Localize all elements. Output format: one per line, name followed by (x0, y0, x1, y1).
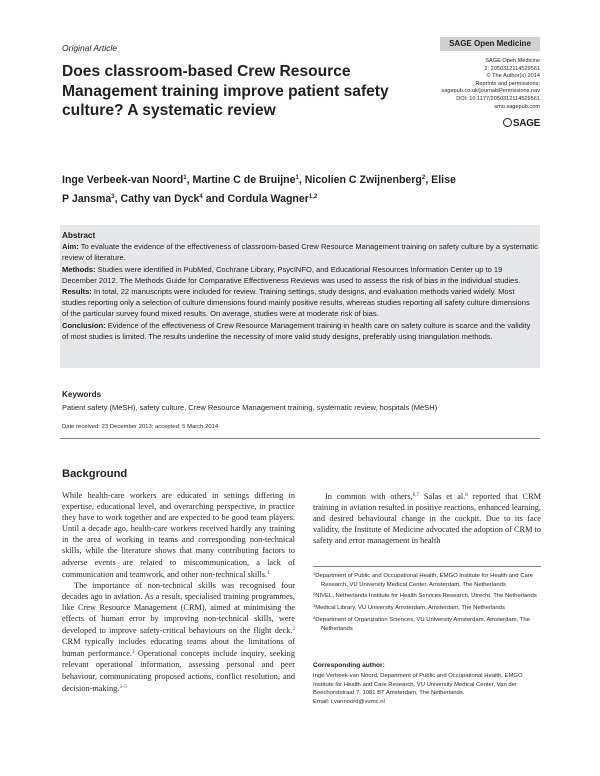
author-name: Inge Verbeek-van Noord (62, 174, 184, 186)
sage-logo (503, 118, 540, 129)
footnote-divider (313, 566, 541, 567)
pubinfo-copyright: © The Author(s) 2014 (486, 73, 540, 80)
body-text: CRM typically includes educating teams about the limitations of human performance. (62, 637, 295, 659)
citation-link[interactable]: 1 (267, 570, 270, 576)
abstract-conclusion (62, 320, 538, 342)
body-text: In common with others, (325, 492, 413, 501)
abstract-methods-text: Studies were identified in PubMed, Cochrane Library, PsycINFO, and Educational Resources Information Center up to 19 December 2012. The Methods Guide for Comparative Effectiveness Reviews was used to assess the risk of bias in the individual studies. (62, 264, 521, 285)
affiliation-mark: 1 (313, 571, 316, 576)
date-received: Date received: 23 December 2013; accepted: 5 March 2014 (62, 424, 219, 430)
abstract-methods (62, 264, 538, 286)
body-column-right (313, 490, 541, 546)
abstract-heading: Abstract (62, 231, 96, 240)
journal-badge: SAGE Open Medicine (440, 37, 540, 51)
background-heading: Background (62, 468, 128, 480)
abstract-methods-label: Methods: (62, 264, 96, 274)
body-paragraph (62, 490, 295, 580)
author-affiliation-mark: 4 (199, 194, 203, 200)
author-name: Martine C de Bruijne (192, 174, 296, 186)
corresponding-author-details (313, 672, 541, 706)
article-title: Does classroom-based Crew Resource Management training improve patient safety culture? A systematic review (62, 63, 389, 119)
affiliation-item (313, 614, 541, 633)
corresponding-author-heading: Corresponding author: (313, 662, 385, 669)
author-separator: , (186, 174, 193, 186)
affiliation-item (313, 590, 541, 601)
keywords-text: Patient safety (MeSH), safety culture, Crew Resource Management training, systematic review, hospitals (MeSH) (62, 403, 438, 412)
affiliation-mark: 4 (313, 614, 316, 620)
author-separator: , (114, 193, 121, 205)
affiliation-mark: 3 (313, 603, 316, 609)
abstract-results-text: In total, 22 manuscripts were included for review. Training settings, study designs, and evaluation methods varied widely. Most studies reporting only a selection of culture dimensions found mainly positive results, whereas studies reporting all safety culture dimensions of the particular survey found mixed results. On average, studies were at moderate risk of bias. (62, 287, 530, 319)
section-divider (60, 438, 540, 439)
author-affiliation-mark: 1,2 (308, 194, 318, 200)
affiliation-text: NIVEL, Netherlands Institute for Health Services Research, Utrecht, The Netherlands (315, 593, 537, 600)
article-type-label: Original Article (62, 43, 117, 53)
citation-link[interactable]: 8 (465, 493, 468, 498)
affiliations (313, 570, 541, 634)
citation-link[interactable]: 2 (292, 627, 295, 633)
author-name: Elise P Jansma (62, 174, 456, 205)
affiliation-text: Department of Organization Sciences, VU University Amsterdam, Amsterdam, The Netherlands (315, 616, 530, 632)
body-text: Salas et al. (419, 492, 466, 501)
affiliation-text: Medical Library, VU University Amsterdam, Amsterdam, The Netherlands (315, 605, 505, 612)
author-affiliation-mark: 2 (421, 175, 426, 181)
citation-link[interactable]: 3–5 (119, 684, 127, 690)
pubinfo-journal: SAGE Open Medicine (485, 58, 540, 64)
abstract-aim-label: Aim: (62, 242, 79, 252)
body-text: While health-care workers are educated in settings differing in expertise, educational level, and overarching perspective, in practice they have to work together and are expected to be good team players. Until a decade ago, health-care workers received hardly any training in the area of working in teams and corresponding non-technical skills, while the literature shows that many contributing factors to adverse events are related to miscommunication, a lack of communication and teamwork, and other non-technical skills. (62, 491, 295, 579)
author-affiliation-mark: 1 (183, 175, 187, 181)
abstract (62, 230, 538, 342)
sage-logo-mark-icon (503, 118, 512, 127)
affiliation-item (313, 570, 541, 589)
body-text: Operational concepts include inquiry, seeking relevant operational information, assessing personal and peer behaviour, communicating proposed actions, conflict resolution, and decision-making. (62, 649, 295, 693)
author-affiliation-mark: 3 (111, 194, 115, 200)
author-separator: and (202, 193, 228, 205)
publication-info (441, 58, 540, 111)
pubinfo-doi[interactable]: DOI: 10.1177/2050312114529561 (456, 95, 540, 102)
affiliation-text: Department of Public and Occupational Health, EMGO Institute for Health and Care Research, VU University Medical Center, Amsterdam, The Netherlands (315, 573, 533, 588)
author-name: Cathy van Dyck (120, 193, 200, 205)
keywords-heading: Keywords (62, 390, 102, 399)
author-name: Cordula Wagner (227, 193, 309, 205)
abstract-results-label: Results: (62, 287, 92, 297)
pubinfo-permissions-link[interactable]: sagepub.co.uk/journalsPermissions.nav (441, 88, 540, 95)
abstract-results (62, 286, 538, 320)
corresponding-author-address: Inge Verbeek-van Noord, Department of Public and Occupational Health, EMGO Institute for Health and Care Research, VU University Medical Center, Van der Boechorststraat 7, 1081 BT Amsterdam, The Netherlands. (313, 673, 523, 697)
citation-link[interactable]: 6,7 (412, 493, 419, 498)
body-paragraph (62, 580, 295, 694)
pubinfo-reprints: Reprints and permissions: (475, 80, 540, 87)
affiliation-mark: 2 (313, 591, 316, 597)
body-paragraph (313, 490, 541, 546)
affiliation-item (313, 602, 541, 613)
author-name: Nicolien C Zwijnenberg (304, 174, 422, 186)
sage-logo-text: SAGE (512, 118, 540, 129)
author-list (62, 170, 462, 208)
pubinfo-volume: 2: 2050312114529561 (484, 65, 540, 72)
author-separator: , (298, 174, 305, 186)
abstract-conclusion-label: Conclusion: (62, 320, 106, 330)
citation-link[interactable]: 3 (131, 650, 135, 656)
pubinfo-website[interactable]: smo.sagepub.com (494, 103, 540, 110)
abstract-aim (62, 241, 538, 263)
author-affiliation-mark: 1 (295, 175, 299, 181)
body-column-left (62, 490, 295, 694)
body-text: reported that CRM training in aviation resulted in positive reactions, enhanced learning, and desired behavioural change in the cockpit. Due to its face validity, the Institute of Medicine advocated the adoption of CRM to safety and error management in health (313, 492, 541, 546)
abstract-conclusion-text: Evidence of the effectiveness of Crew Resource Management training in health care on safety culture is scarce and the validity of most studies is limited. The results underline the necessity of more valid study designs, preferably using triangulation methods. (62, 320, 531, 341)
author-separator: , (425, 174, 432, 186)
abstract-aim-text: To evaluate the evidence of the effectiveness of classroom-based Crew Resource Management training on safety culture by a systematic review of literature. (62, 242, 538, 263)
corresponding-author-email[interactable]: Email: i.vannoord@vumc.nl (313, 698, 385, 705)
body-text: The importance of non-technical skills was recognised four decades ago in aviation. As a result, specialised training programmes, like Crew Resource Management (CRM), aimed at minimising the effects of human error by improving non-technical skills, were developed to improve safety-critical behaviours on the flight deck. (62, 580, 295, 636)
